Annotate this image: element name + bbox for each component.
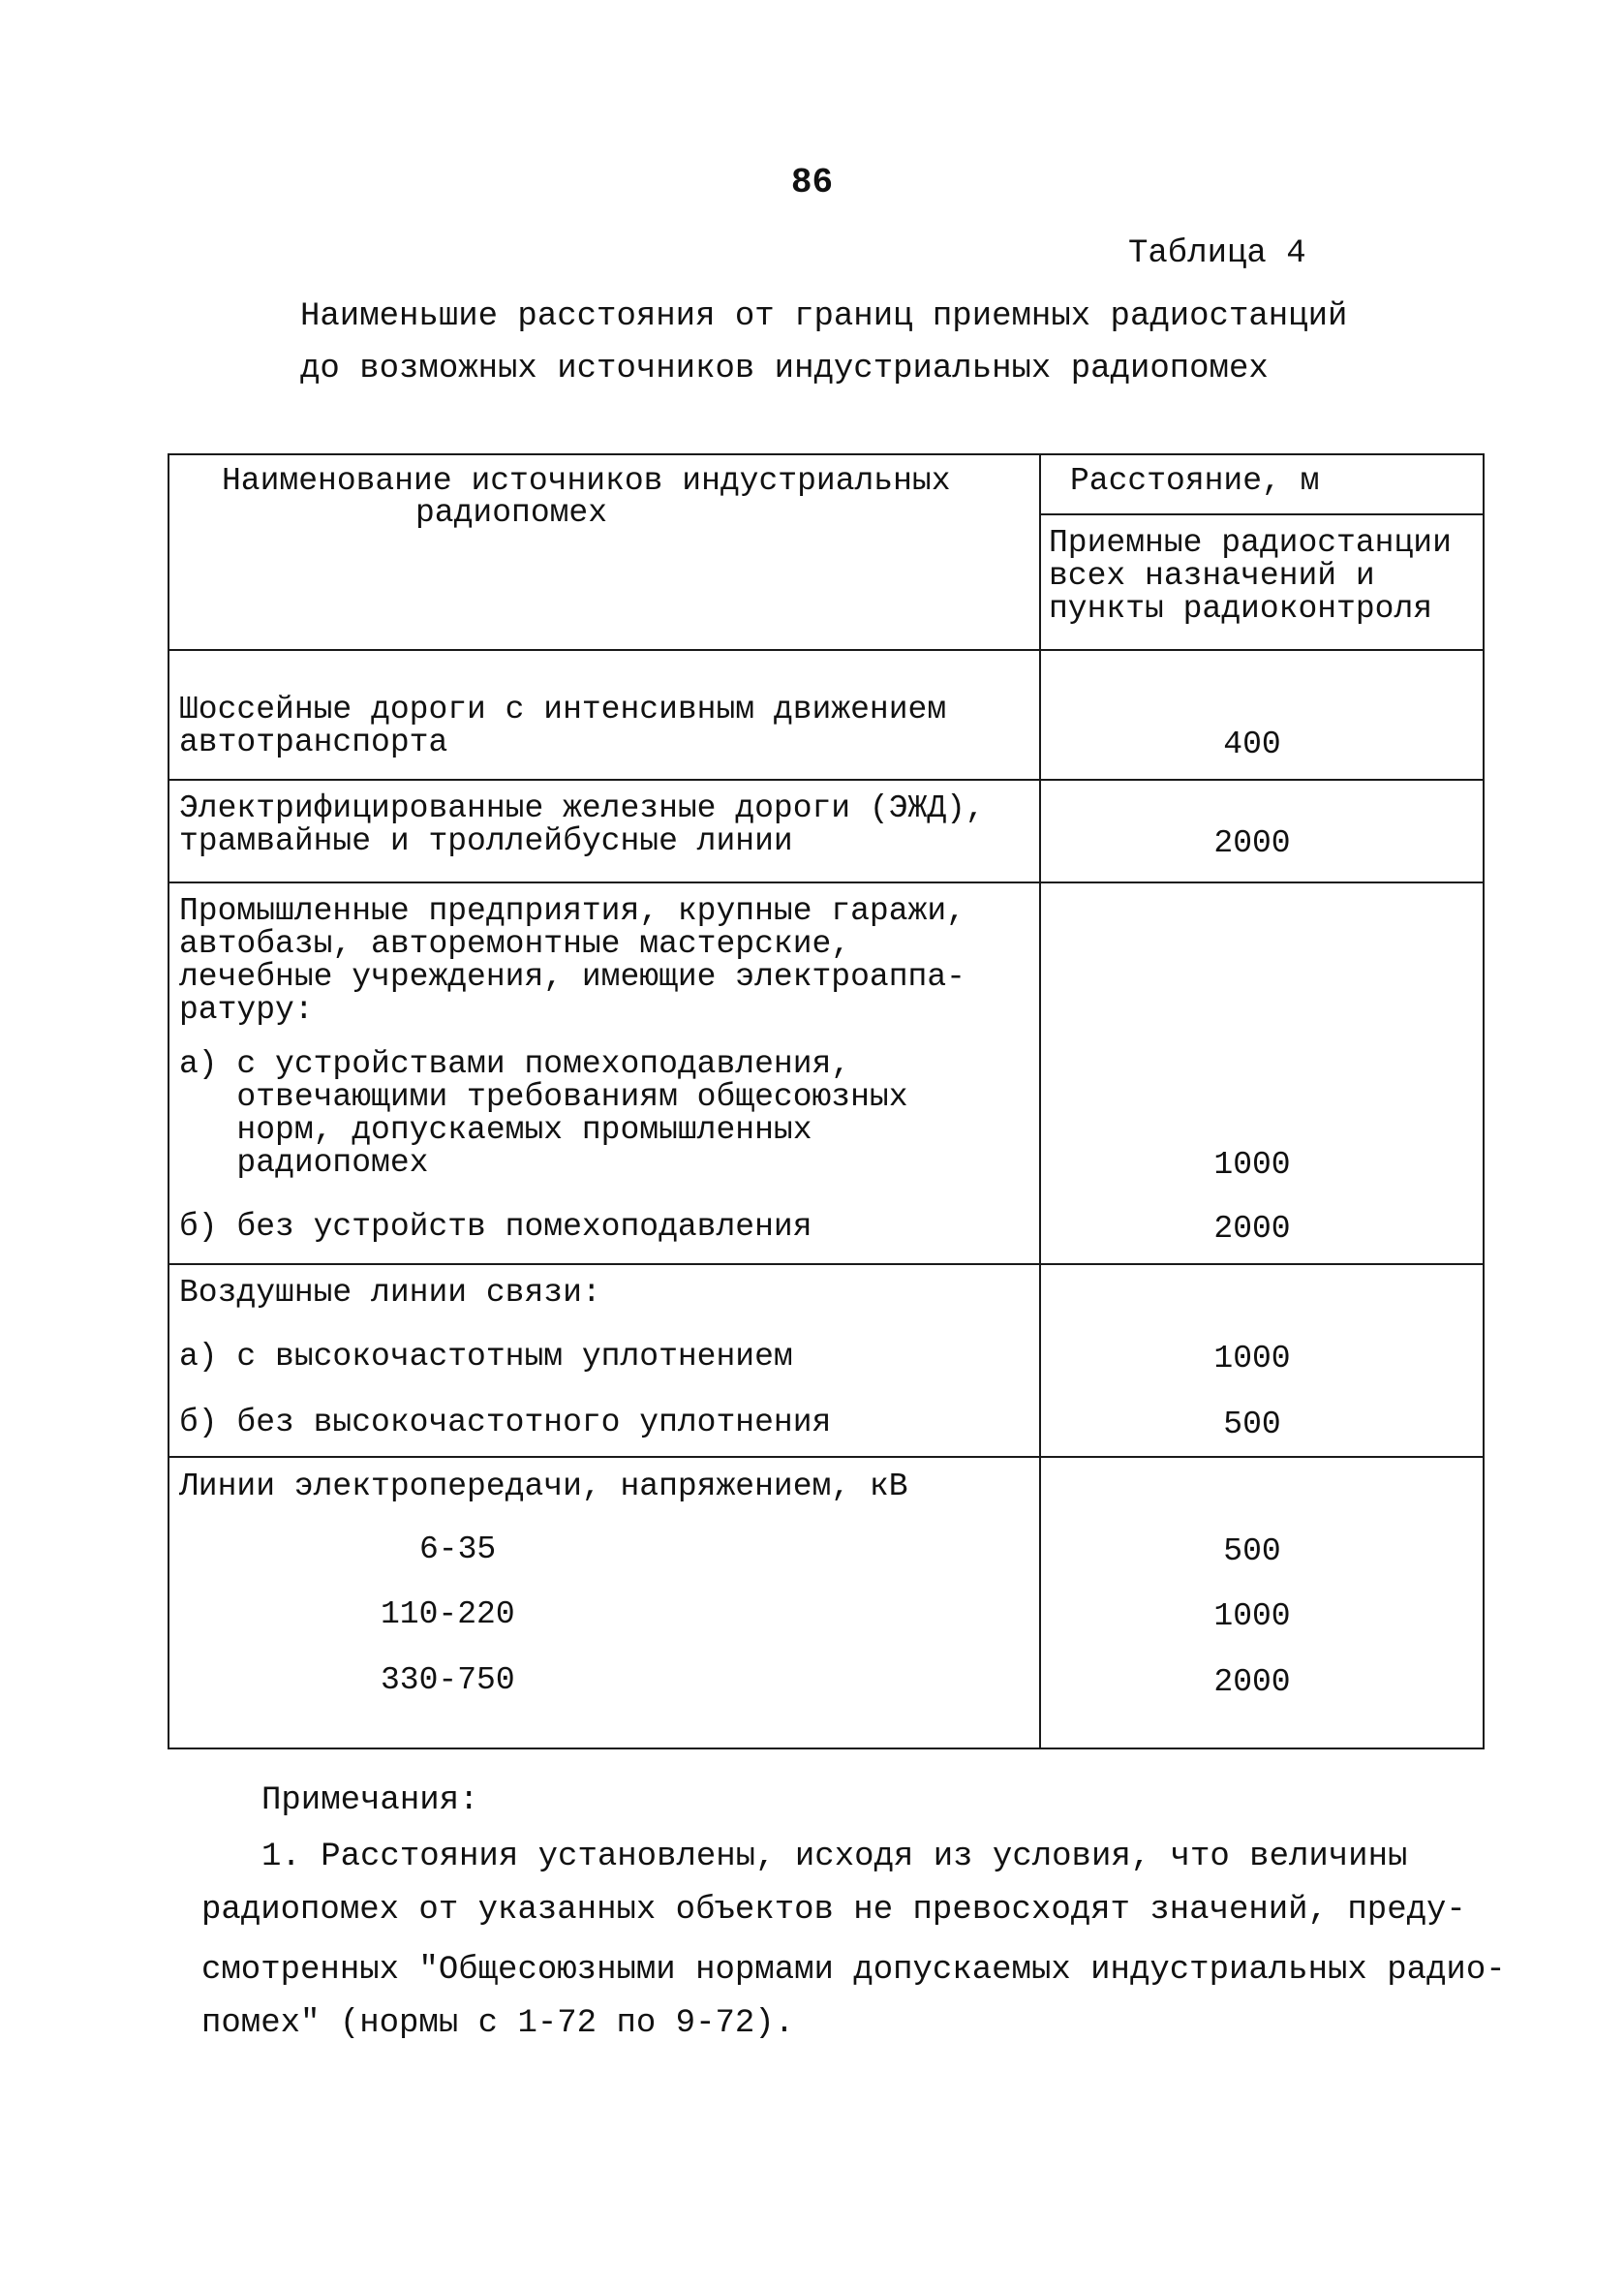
note-line-1: 1. Расстояния установлены, исходя из условия, что величины [261,1839,1408,1875]
row-5c-value: 2000 [1213,1664,1291,1700]
row-4b-text: б) без высокочастотного уплотнения [179,1405,832,1440]
row-1-text-line-2: автотранспорта [179,725,448,760]
row-3-text-line-2: автобазы, авторемонтные мастерские, [179,926,851,962]
row-4b-value: 500 [1223,1407,1281,1442]
header-col1-line-1: Наименование источников индустриальных [222,463,951,499]
header-bottom-line [168,649,1485,651]
note-line-4: помех" (нормы с 1-72 по 9-72). [201,2005,795,2042]
row-4a-value: 1000 [1213,1341,1291,1376]
header-subdivider [1039,513,1485,515]
row-divider-3 [168,1263,1485,1265]
row-3-text-line-3: лечебные учреждения, имеющие электроаппа- [179,959,965,995]
page-number: 86 [790,163,834,202]
header-col2-sub-line-2: всех назначений и [1049,558,1375,594]
row-4a-text: а) с высокочастотным уплотнением [179,1339,793,1375]
header-col2-sub-line-1: Приемные радиостанции [1049,525,1452,561]
row-5-text: Линии электропередачи, напряжением, кВ [179,1469,908,1504]
row-3b-value: 2000 [1213,1211,1291,1247]
row-5b-value: 1000 [1213,1598,1291,1634]
row-2-text-line-1: Электрифицированные железные дороги (ЭЖД), [179,790,985,826]
header-col1-line-2: радиопомех [415,495,608,531]
row-1-value: 400 [1223,727,1281,762]
row-3a-value: 1000 [1213,1147,1291,1183]
row-3a-text-line-4: радиопомех [179,1145,429,1181]
row-3a-text-line-1: а) с устройствами помехоподавления, [179,1046,851,1082]
row-divider-2 [168,882,1485,883]
distance-table [168,453,1485,1749]
row-3-text-line-1: Промышленные предприятия, крупные гаражи, [179,893,965,929]
table-border-top [168,453,1485,455]
header-col2-sub-line-3: пункты радиоконтроля [1049,591,1433,627]
row-1-text-line-1: Шоссейные дороги с интенсивным движением [179,692,947,727]
row-3-text-line-4: ратуру: [179,992,314,1028]
row-4-text: Воздушные линии связи: [179,1275,601,1311]
row-divider-4 [168,1456,1485,1458]
row-5c-text: 330-750 [381,1662,515,1698]
table-column-divider [1039,453,1041,1749]
table-border-bottom [168,1748,1485,1749]
row-2-text-line-2: трамвайные и троллейбусные линии [179,823,793,859]
table-caption-line-2: до возможных источников индустриальных радиопомех [300,351,1269,387]
note-line-3: смотренных "Общесоюзными нормами допускаемых индустриальных радио- [201,1952,1506,1989]
table-caption-line-1: Наименьшие расстояния от границ приемных радиостанций [300,298,1348,335]
note-line-2: радиопомех от указанных объектов не превосходят значений, преду- [201,1892,1466,1929]
table-border-right [1483,453,1485,1749]
header-col2-title: Расстояние, м [1070,463,1320,499]
row-3b-text: б) без устройств помехоподавления [179,1209,812,1245]
row-divider-1 [168,779,1485,781]
table-label: Таблица 4 [1128,235,1306,272]
notes-title: Примечания: [261,1782,479,1819]
table-border-left [168,453,169,1749]
row-3a-text-line-3: норм, допускаемых промышленных [179,1112,812,1148]
row-3a-text-line-2: отвечающими требованиям общесоюзных [179,1079,908,1115]
row-5b-text: 110-220 [381,1596,515,1632]
row-5a-value: 500 [1223,1533,1281,1569]
row-5a-text: 6-35 [419,1531,497,1567]
row-2-value: 2000 [1213,825,1291,861]
